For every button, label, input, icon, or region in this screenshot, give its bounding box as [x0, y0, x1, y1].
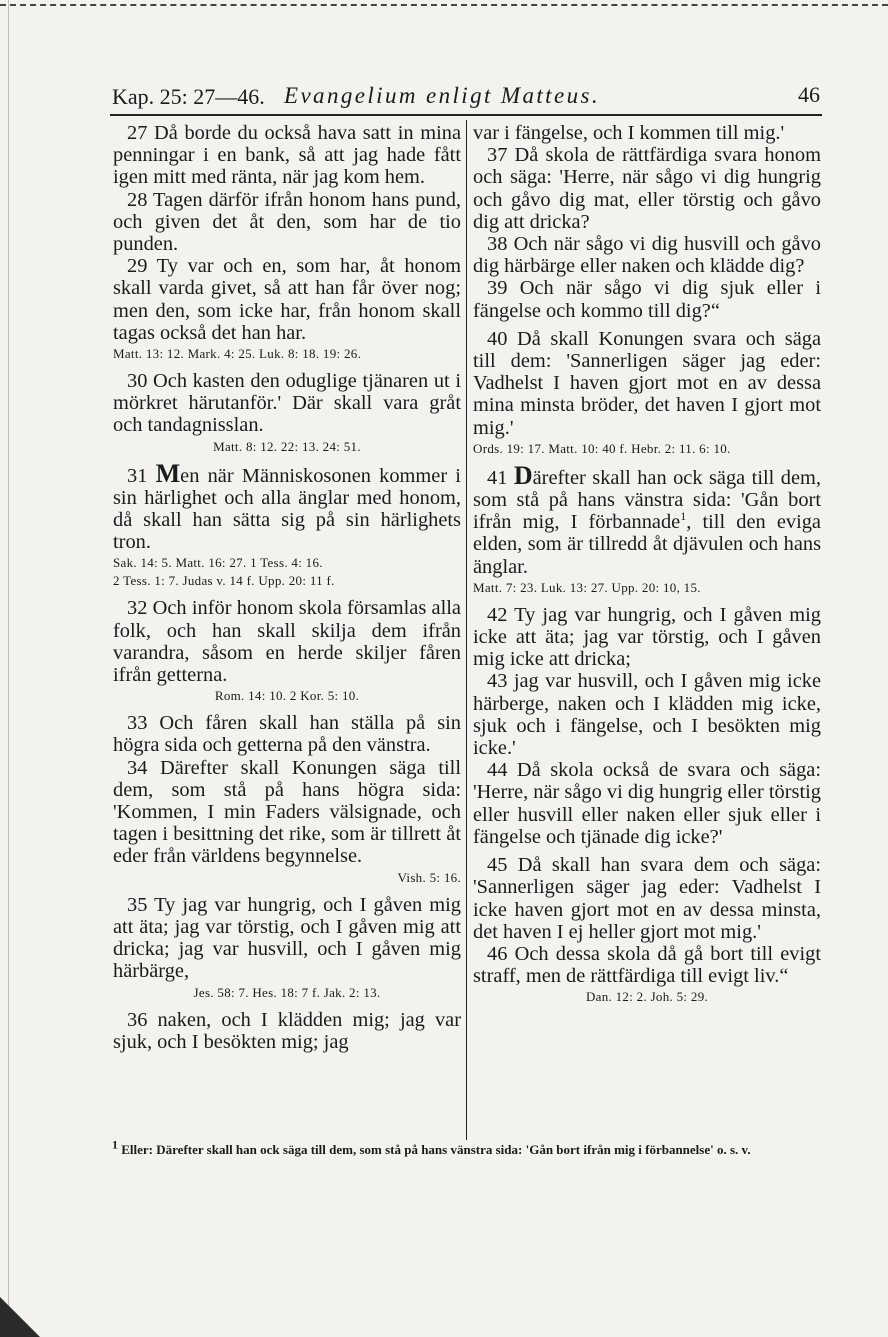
verse-33: 33 Och fåren skall han ställa på sin högra sida och getterna på den vänstra.	[113, 712, 461, 757]
verse-30: 30 Och kasten den oduglige tjänaren ut i mörkret härutanför.' Där skall vara gråt och tandagnisslan.	[113, 370, 461, 437]
header-rule	[110, 114, 822, 116]
footnote-number: 1	[112, 1137, 118, 1152]
cross-reference: Matt. 13: 12. Mark. 4: 25. Luk. 8: 18. 19: 26.	[113, 346, 362, 362]
column-divider	[466, 120, 467, 1140]
left-column	[113, 122, 461, 1053]
cross-reference: Sak. 14: 5. Matt. 16: 27. 1 Tess. 4: 16.	[113, 555, 323, 571]
verse-28: 28 Tagen därför ifrån honom hans pund, och given det åt den, som har de tio punden.	[113, 188, 461, 256]
cross-reference: 2 Tess. 1: 7. Judas v. 14 f. Upp. 20: 11 f.	[113, 573, 335, 589]
cross-reference: Dan. 12: 2. Joh. 5: 29.	[585, 989, 709, 1005]
verse-39: 39 Och när sågo vi dig sjuk eller i fängelse och kommo till dig?“	[473, 277, 821, 322]
verse-40: 40 Då skall Konungen svara och säga till dem: 'Sannerligen säger jag eder: Vadhelst I haven gjort mot en av dessa mina minsta bröder, det haven I gjort mot mig.'	[473, 327, 821, 439]
cross-reference: Jes. 58: 7. Hes. 18: 7 f. Jak. 2: 13.	[193, 984, 381, 1000]
verse-34: 34 Därefter skall Konungen säga till dem, som stå på hans högra sida: 'Kommen, I min Faders välsignade, och tagen i besittning det rike, som är tillrett åt eder från världens begynnelse.	[113, 756, 461, 868]
verse-37: 37 Då skola de rättfärdiga svara honom och säga: 'Herre, när sågo vi dig hungrig och gåvo dig mat, eller törstig och gåvo dig att dricka?	[473, 144, 821, 233]
book-title: Evangelium enligt Matteus.	[284, 83, 600, 108]
verse-41: 41 Därefter skall han ock säga till dem, som stå på hans vänstra sida: 'Gån bort ifrån mig, I förbannade$^1$, till den eviga elden, som är tillredd åt djävulen och hans änglar.	[473, 460, 821, 578]
scan-edge-left	[8, 0, 9, 1337]
cross-reference: Rom. 14: 10. 2 Kor. 5: 10.	[214, 688, 360, 704]
verse-44: 44 Då skola också de svara och säga: 'Herre, när sågo vi dig hungrig eller törstig eller husvill eller naken eller sjuk eller i fängelse och tjänade dig icke?'	[473, 759, 821, 848]
footnote	[112, 1137, 822, 1159]
page-number: 46	[798, 82, 820, 107]
verse-38: 38 Och när sågo vi dig husvill och gåvo dig härbärge eller naken och klädde dig?	[473, 233, 821, 278]
scan-edge-top	[0, 4, 888, 6]
running-header	[112, 80, 820, 112]
verse-42: 42 Ty jag var hungrig, och I gåven mig icke att äta; jag var törstig, och I gåven mig icke att dricka;	[473, 603, 821, 671]
verse-45: 45 Då skall han svara dem och säga: 'Sannerligen säger jag eder: Vadhelst I icke haven gjort mot en av dessa minsta, det haven I ej heller gjort mot mig.'	[473, 854, 821, 943]
cross-reference: Matt. 8: 12. 22: 13. 24: 51.	[213, 438, 361, 454]
verse-46: 46 Och dessa skola då gå bort till evigt straff, men de rättfärdiga till evigt liv.“	[473, 942, 821, 988]
cross-reference: Ords. 19: 17. Matt. 10: 40 f. Hebr. 2: 11. 6: 10.	[473, 440, 731, 456]
footnote-marker: 1	[680, 509, 687, 524]
verse-35: 35 Ty jag var hungrig, och I gåven mig att äta; jag var törstig, och I gåven mig att dricka; jag var husvill, och I gåven mig härbärge,	[113, 893, 461, 983]
verse-31: 31 Men när Människosonen kommer i sin härlighet och alla änglar med honom, då skall han sätta sig på sin härlighets tron.	[113, 458, 461, 554]
verse-27: 27 Då borde du också hava satt in mina penningar i en bank, så att jag hade fått igen mitt med ränta, när jag kom hem.	[113, 122, 461, 189]
right-column	[473, 122, 821, 1013]
chapter-reference: Kap. 25: 27—46.	[112, 84, 265, 109]
section-initial: M	[155, 458, 181, 488]
footnote-text: Eller: Därefter skall han ock säga till dem, som stå på hans vänstra sida: 'Gån bort ifrån mig i förbannelse' o. s. v.	[121, 1142, 751, 1157]
verse-43: 43 jag var husvill, och I gåven mig icke härberge, naken och I klädden mig icke, sjuk och i fängelse, och I besökten mig icke.'	[473, 670, 821, 760]
cross-reference: Vish. 5: 16.	[397, 869, 461, 885]
verse-29: 29 Ty var och en, som har, åt honom skall varda givet, så att han får över nog; men den, som icke har, från honom skall tagas också det han har.	[113, 255, 461, 344]
verse-36: 36 naken, och I klädden mig; jag var sjuk, och I besökten mig; jag	[113, 1008, 461, 1053]
cross-reference: Matt. 7: 23. Luk. 13: 27. Upp. 20: 10, 15.	[473, 579, 701, 595]
scan-corner	[0, 1297, 40, 1337]
verse-32: 32 Och inför honom skola församlas alla folk, och han skall skilja dem ifrån varandra, såsom en herde skiljer fåren ifrån getterna.	[113, 597, 461, 687]
section-initial: D	[513, 460, 533, 490]
verse-36-continued: var i fängelse, och I kommen till mig.'	[473, 122, 785, 144]
